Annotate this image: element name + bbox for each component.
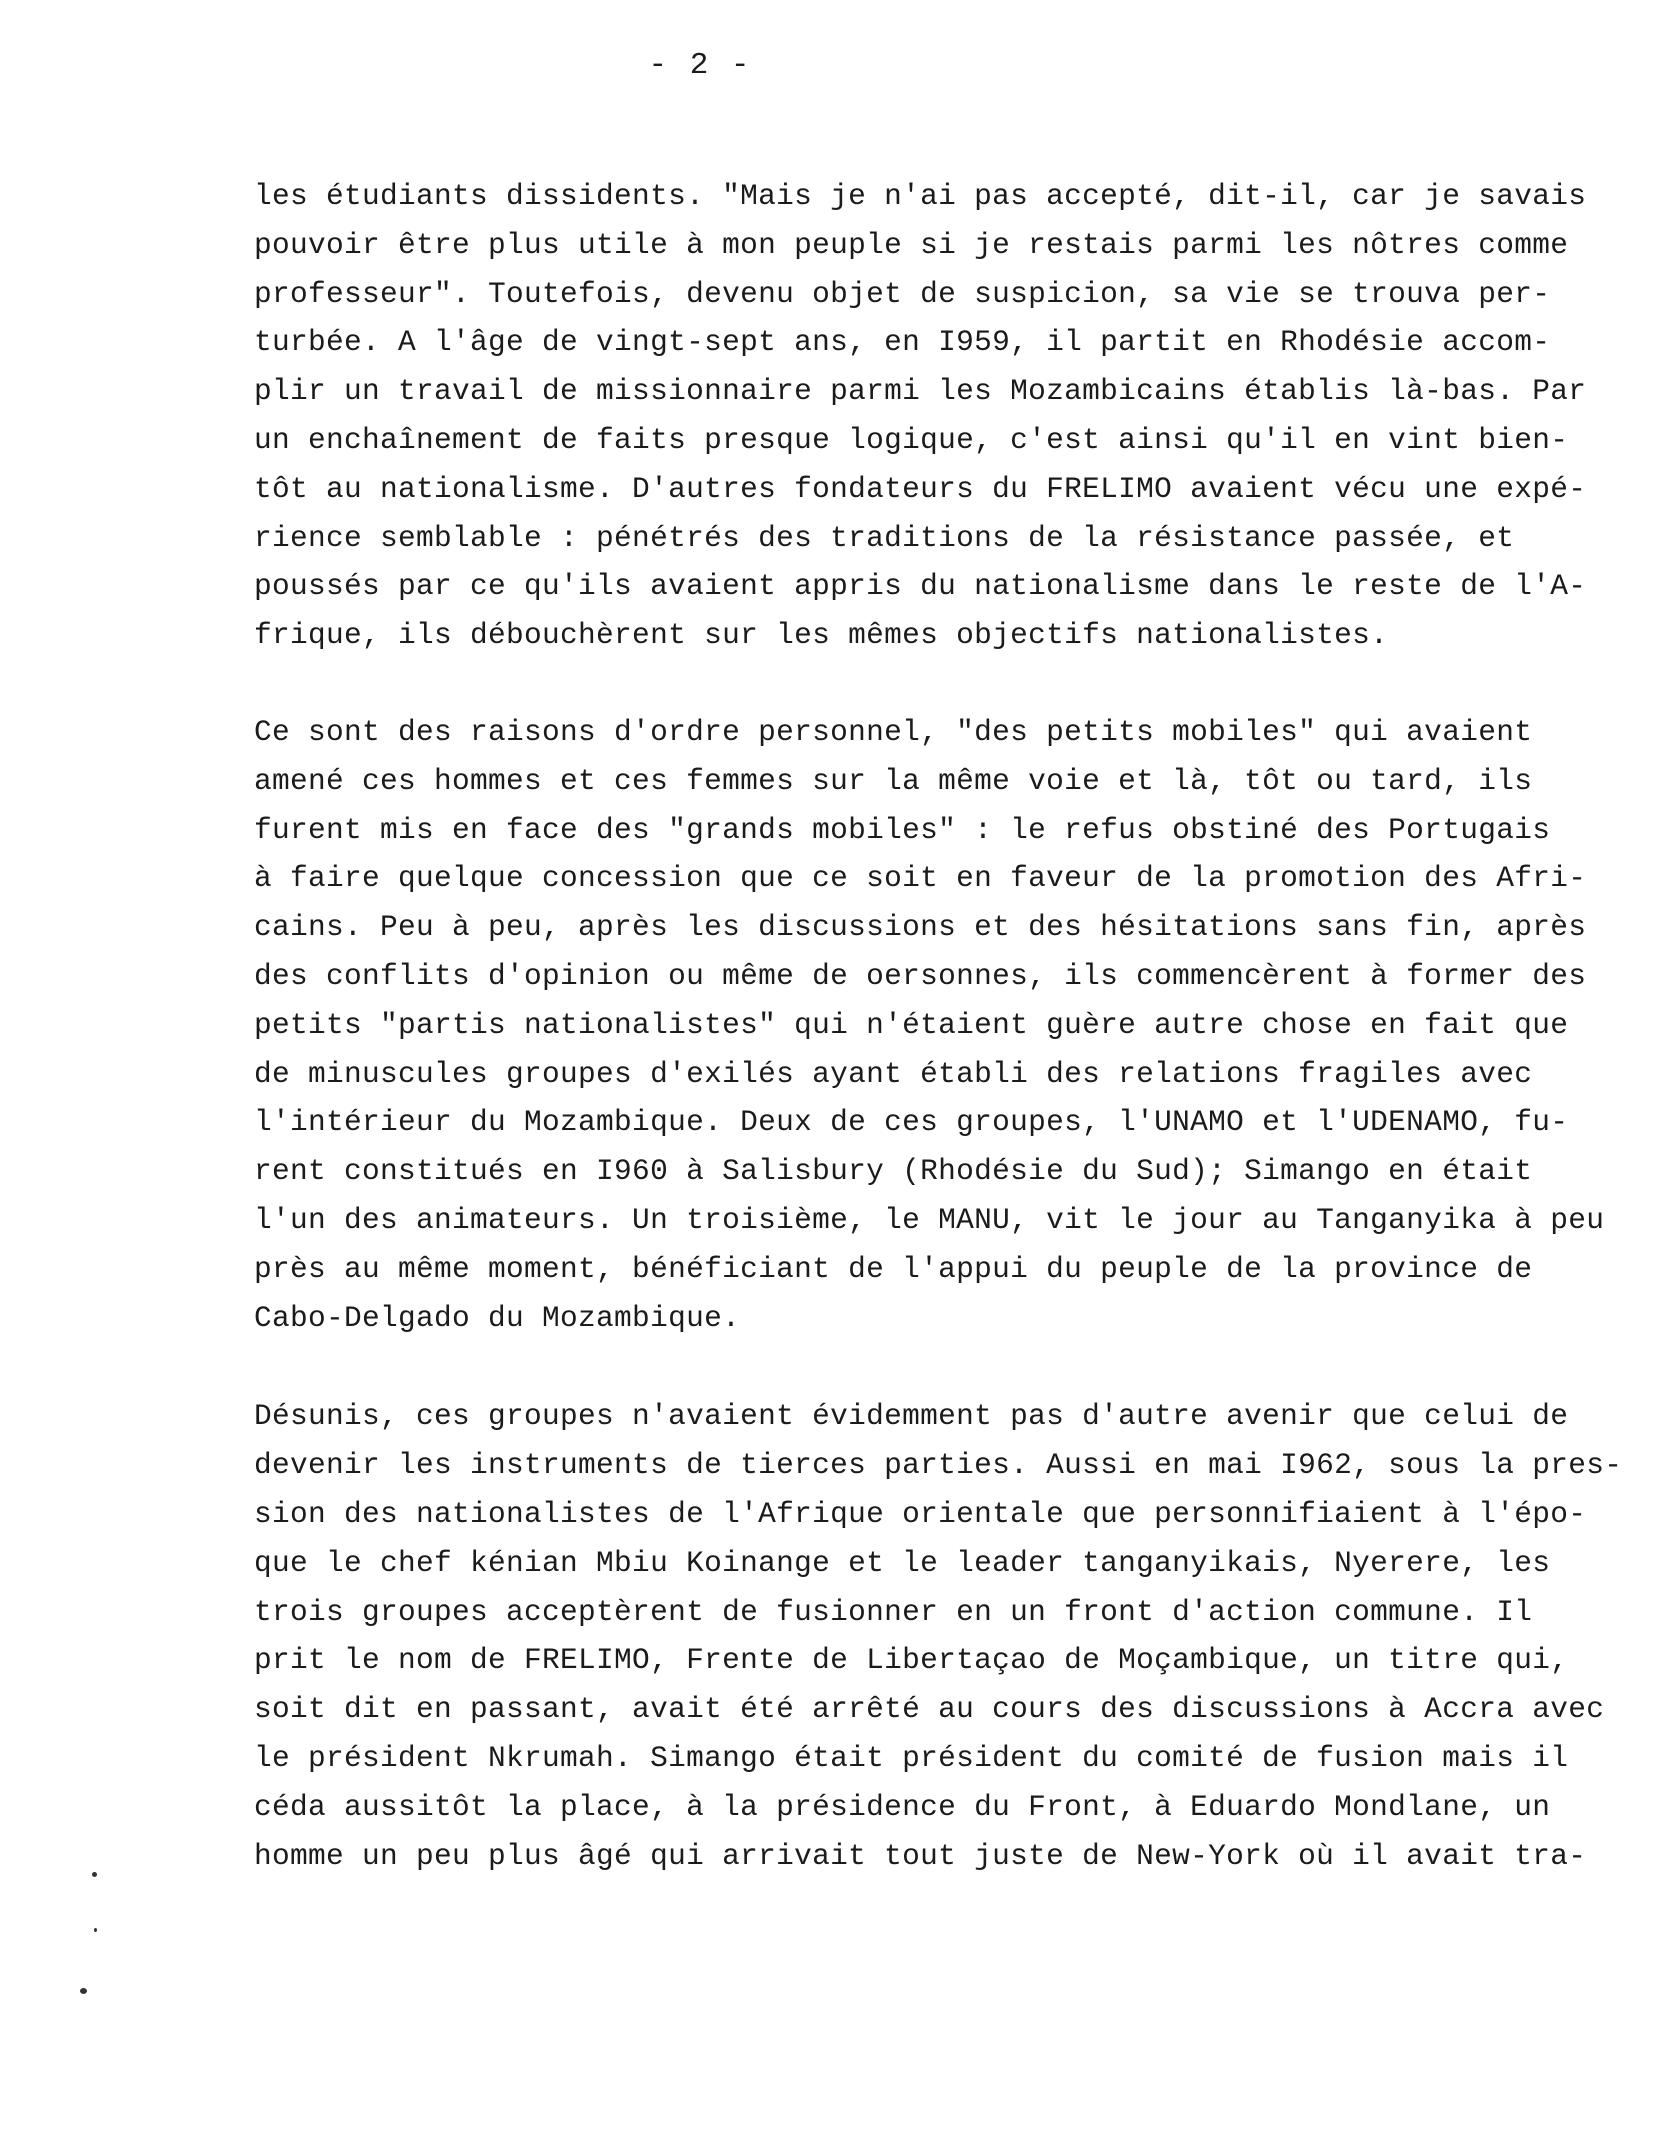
text-line: tôt au nationalisme. D'autres fondateurs du FRELIMO avaient vécu une expé-	[254, 471, 1587, 506]
text-line: près au même moment, bénéficiant de l'appui du peuple de la province de	[254, 1251, 1533, 1286]
text-line: poussés par ce qu'ils avaient appris du nationalisme dans le reste de l'A-	[254, 569, 1587, 604]
scan-speck	[80, 1988, 87, 1994]
paragraph-1	[254, 172, 1634, 660]
text-line: l'intérieur du Mozambique. Deux de ces groupes, l'UNAMO et l'UDENAMO, fu-	[254, 1105, 1569, 1140]
text-line: Désunis, ces groupes n'avaient évidemment pas d'autre avenir que celui de	[254, 1399, 1569, 1434]
text-line: sion des nationalistes de l'Afrique orientale que personnifiaient à l'épo-	[254, 1496, 1587, 1531]
text-line: devenir les instruments de tierces parties. Aussi en mai I962, sous la pres-	[254, 1448, 1623, 1483]
text-line: pouvoir être plus utile à mon peuple si je restais parmi les nôtres comme	[254, 227, 1569, 262]
text-line: l'un des animateurs. Un troisième, le MANU, vit le jour au Tanganyika à peu	[254, 1202, 1605, 1237]
paragraph-2	[254, 708, 1634, 1342]
text-line: plir un travail de missionnaire parmi les Mozambicains établis là-bas. Par	[254, 374, 1587, 409]
text-line: trois groupes acceptèrent de fusionner en un front d'action commune. Il	[254, 1594, 1533, 1629]
text-line: professeur". Toutefois, devenu objet de suspicion, sa vie se trouva per-	[254, 276, 1551, 311]
text-line: soit dit en passant, avait été arrêté au cours des discussions à Accra avec	[254, 1692, 1605, 1727]
text-line: turbée. A l'âge de vingt-sept ans, en I959, il partit en Rhodésie accom-	[254, 325, 1551, 360]
text-line: homme un peu plus âgé qui arrivait tout juste de New-York où il avait tra-	[254, 1838, 1587, 1873]
text-line: Ce sont des raisons d'ordre personnel, "des petits mobiles" qui avaient	[254, 714, 1533, 749]
text-line: les étudiants dissidents. "Mais je n'ai pas accepté, dit-il, car je savais	[254, 179, 1587, 213]
text-line: que le chef kénian Mbiu Koinange et le leader tanganyikais, Nyerere, les	[254, 1545, 1551, 1580]
text-line: furent mis en face des "grands mobiles" : le refus obstiné des Portugais	[254, 812, 1551, 847]
text-line: prit le nom de FRELIMO, Frente de Libertaçao de Moçambique, un titre qui,	[254, 1643, 1569, 1678]
text-line: le président Nkrumah. Simango était président du comité de fusion mais il	[254, 1740, 1569, 1775]
text-line: rience semblable : pénétrés des traditions de la résistance passée, et	[254, 520, 1515, 555]
body-text	[254, 172, 1634, 1880]
text-line: de minuscules groupes d'exilés ayant établi des relations fragiles avec	[254, 1056, 1533, 1091]
paragraph-3	[254, 1392, 1634, 1880]
text-line: Cabo-Delgado du Mozambique.	[254, 1300, 741, 1335]
scan-speck	[94, 1928, 97, 1932]
text-line: rent constitués en I960 à Salisbury (Rhodésie du Sud); Simango en était	[254, 1154, 1533, 1189]
page-number: - 2 -	[648, 48, 752, 83]
text-line: petits "partis nationalistes" qui n'étaient guère autre chose en fait que	[254, 1007, 1569, 1042]
text-line: un enchaînement de faits presque logique, c'est ainsi qu'il en vint bien-	[254, 422, 1569, 457]
text-line: frique, ils débouchèrent sur les mêmes objectifs nationalistes.	[254, 618, 1389, 653]
text-line: à faire quelque concession que ce soit en faveur de la promotion des Afri-	[254, 861, 1587, 896]
text-line: cains. Peu à peu, après les discussions et des hésitations sans fin, après	[254, 910, 1587, 945]
scan-speck	[92, 1872, 97, 1877]
text-line: céda aussitôt la place, à la présidence du Front, à Eduardo Mondlane, un	[254, 1789, 1551, 1824]
text-line: amené ces hommes et ces femmes sur la même voie et là, tôt ou tard, ils	[254, 763, 1533, 798]
text-line: des conflits d'opinion ou même de oersonnes, ils commencèrent à former des	[254, 958, 1587, 993]
